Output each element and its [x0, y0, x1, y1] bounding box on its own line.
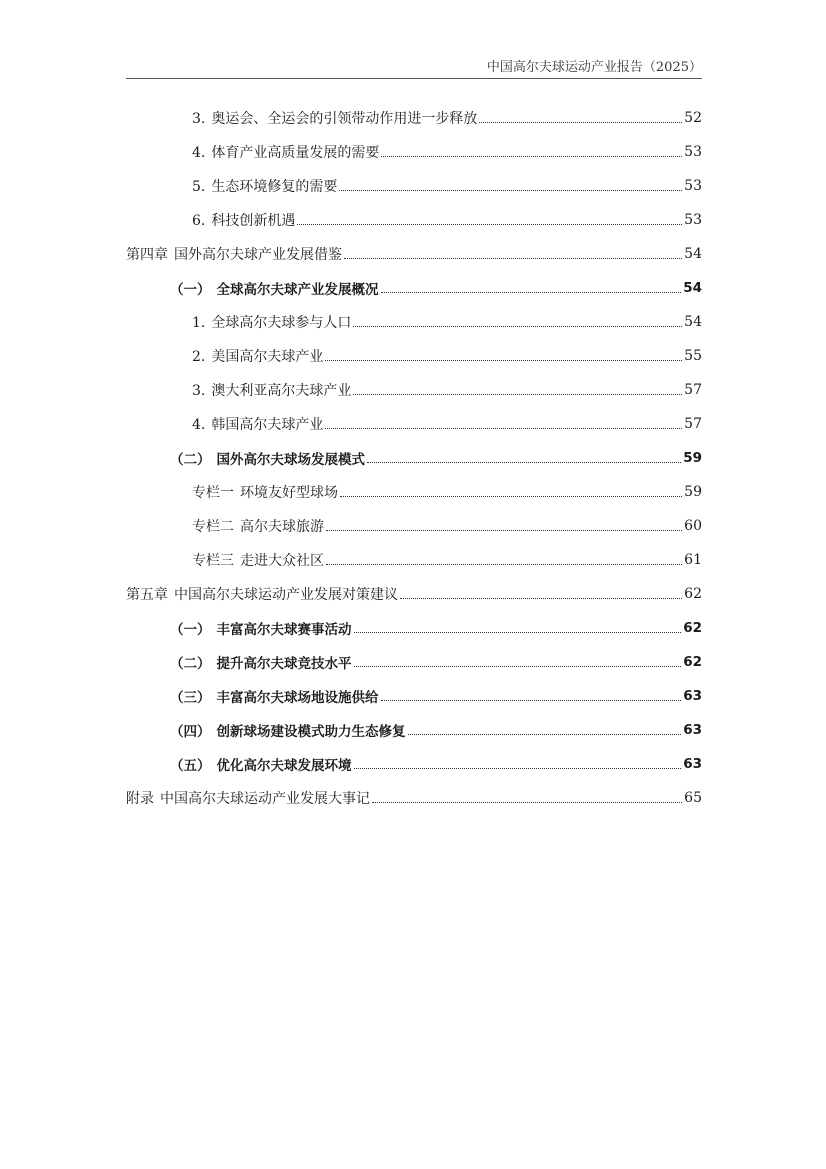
toc-entry-label	[170, 652, 352, 672]
toc-entry-title: 走进大众社区	[240, 553, 324, 569]
toc-entry-label	[170, 618, 352, 638]
dot-leader	[479, 121, 682, 123]
toc-entry-page-number: 61	[684, 552, 702, 568]
toc-entry-label	[126, 584, 398, 604]
toc-entry-label	[192, 380, 351, 400]
dot-leader	[340, 495, 682, 497]
dot-leader	[400, 597, 682, 599]
toc-entry-label	[192, 108, 477, 128]
toc-entry-title: 丰富高尔夫球场地设施供给	[216, 690, 379, 706]
toc-entry[interactable]	[192, 475, 702, 509]
dot-leader	[325, 359, 682, 361]
toc-entry-title: 中国高尔夫球运动产业发展对策建议	[174, 587, 398, 603]
toc-entry-number: 5.	[192, 179, 206, 195]
toc-entry[interactable]	[126, 781, 702, 815]
toc-entry-label	[192, 550, 324, 570]
toc-entry-page-number: 53	[684, 144, 702, 160]
toc-entry-page-number: 53	[684, 178, 702, 194]
toc-entry-label	[192, 516, 324, 536]
dot-leader	[381, 155, 682, 157]
toc-entry-number: 1.	[192, 315, 206, 331]
toc-entry-title: 体育产业高质量发展的需要	[211, 145, 380, 161]
toc-entry[interactable]	[192, 203, 702, 237]
dot-leader	[372, 801, 682, 803]
toc-entry-title: 科技创新机遇	[211, 213, 296, 229]
toc-entry-page-number: 63	[683, 722, 702, 738]
toc-entry-number: （二）	[170, 656, 211, 672]
running-header: 中国高尔夫球运动产业报告（2025）	[486, 60, 702, 75]
toc-entry-title: 全球高尔夫球产业发展概况	[216, 282, 379, 298]
toc-entry[interactable]	[192, 373, 702, 407]
toc-entry-number: （一）	[170, 622, 211, 638]
toc-entry-label	[170, 754, 352, 774]
toc-entry-number: （三）	[170, 690, 211, 706]
dot-leader	[354, 767, 682, 769]
toc-entry-number: 第五章	[126, 587, 168, 603]
toc-entry-label	[192, 210, 295, 230]
dot-leader	[325, 427, 682, 429]
toc-entry[interactable]	[192, 169, 702, 203]
toc-entry-label	[170, 448, 365, 468]
toc-entry-number: 专栏一	[192, 485, 234, 501]
dot-leader	[353, 325, 682, 327]
toc-entry-title: 创新球场建设模式助力生态修复	[216, 724, 406, 740]
toc-entry-number: （二）	[170, 452, 211, 468]
toc-entry-page-number: 54	[684, 246, 702, 262]
toc-entry-title: 提升高尔夫球竞技水平	[216, 656, 352, 672]
toc-entry-title: 韩国高尔夫球产业	[211, 417, 324, 433]
toc-entry-title: 环境友好型球场	[240, 485, 338, 501]
toc-entry-page-number: 59	[683, 450, 702, 466]
dot-leader	[297, 223, 682, 225]
toc-entry[interactable]	[170, 713, 702, 747]
toc-entry-title: 美国高尔夫球产业	[211, 349, 324, 365]
toc-entry-number: 4.	[192, 145, 206, 161]
toc-entry-page-number: 54	[684, 314, 702, 330]
toc-entry-label	[192, 414, 323, 434]
toc-entry[interactable]	[192, 135, 702, 169]
dot-leader	[326, 529, 682, 531]
toc-entry-page-number: 57	[684, 416, 702, 432]
toc-entry[interactable]	[170, 645, 702, 679]
toc-entry-page-number: 57	[684, 382, 702, 398]
toc-entry-number: 6.	[192, 213, 206, 229]
dot-leader	[344, 257, 682, 259]
toc-entry-page-number: 55	[684, 348, 702, 364]
toc-entry[interactable]	[126, 577, 702, 611]
toc-entry-label	[170, 278, 379, 298]
toc-entry-label	[192, 482, 338, 502]
toc-entry[interactable]	[170, 747, 702, 781]
toc-entry[interactable]	[192, 339, 702, 373]
toc-entry-page-number: 59	[684, 484, 702, 500]
toc-entry-title: 高尔夫球旅游	[240, 519, 324, 535]
toc-entry-label	[192, 312, 351, 332]
toc-entry-page-number: 52	[684, 110, 702, 126]
toc-entry-number: 第四章	[126, 247, 168, 263]
toc-entry-number: 3.	[192, 383, 206, 399]
toc-entry[interactable]	[192, 305, 702, 339]
dot-leader	[339, 189, 682, 191]
toc-entry-label	[192, 176, 337, 196]
header-rule	[126, 78, 702, 79]
toc-entry-number: 3.	[192, 111, 206, 127]
toc-entry-number: 专栏二	[192, 519, 234, 535]
toc-entry-label	[192, 142, 379, 162]
toc-entry-page-number: 65	[684, 790, 702, 806]
toc-entry[interactable]	[192, 407, 702, 441]
toc-entry-label	[192, 346, 323, 366]
toc-entry-page-number: 60	[684, 518, 702, 534]
toc-entry-number: 2.	[192, 349, 206, 365]
toc-entry-title: 国外高尔夫球产业发展借鉴	[174, 247, 342, 263]
toc-entry-title: 丰富高尔夫球赛事活动	[216, 622, 352, 638]
toc-entry-title: 优化高尔夫球发展环境	[216, 758, 352, 774]
dot-leader	[354, 631, 682, 633]
toc-entry-title: 澳大利亚高尔夫球产业	[211, 383, 352, 399]
toc-entry-label	[170, 686, 379, 706]
dot-leader	[354, 665, 682, 667]
toc-entry-title: 生态环境修复的需要	[211, 179, 338, 195]
toc-entry-label	[126, 788, 370, 808]
toc-entry[interactable]	[192, 509, 702, 543]
toc-entry-page-number: 62	[684, 586, 702, 602]
toc-entry-page-number: 62	[683, 620, 702, 636]
toc-entry-label	[126, 244, 342, 264]
toc-entry-title: 奥运会、全运会的引领带动作用进一步释放	[211, 111, 478, 127]
toc-entry[interactable]	[126, 237, 702, 271]
toc-entry-page-number: 63	[683, 688, 702, 704]
dot-leader	[367, 461, 681, 463]
toc-entry-page-number: 63	[683, 756, 702, 772]
toc-entry-title: 全球高尔夫球参与人口	[211, 315, 352, 331]
dot-leader	[381, 699, 682, 701]
toc-entry[interactable]	[170, 271, 702, 305]
toc-entry-title: 国外高尔夫球场发展模式	[216, 452, 365, 468]
toc-entry[interactable]	[170, 679, 702, 713]
toc-entry-title: 中国高尔夫球运动产业发展大事记	[160, 791, 370, 807]
toc-entry[interactable]	[192, 101, 702, 135]
toc-entry-number: 附录	[126, 791, 154, 807]
toc-entry-number: （一）	[170, 282, 211, 298]
toc-entry[interactable]	[192, 543, 702, 577]
dot-leader	[381, 291, 682, 293]
toc-entry-number: 4.	[192, 417, 206, 433]
toc-entry-number: （四）	[170, 724, 211, 740]
toc-entry[interactable]	[170, 441, 702, 475]
toc-entry-number: （五）	[170, 758, 211, 774]
toc-entry[interactable]	[170, 611, 702, 645]
toc-entry-label	[170, 720, 406, 740]
dot-leader	[326, 563, 682, 565]
toc-entry-page-number: 54	[683, 280, 702, 296]
toc-entry-page-number: 53	[684, 212, 702, 228]
toc-entry-page-number: 62	[683, 654, 702, 670]
dot-leader	[408, 733, 682, 735]
toc-entry-number: 专栏三	[192, 553, 234, 569]
dot-leader	[353, 393, 682, 395]
